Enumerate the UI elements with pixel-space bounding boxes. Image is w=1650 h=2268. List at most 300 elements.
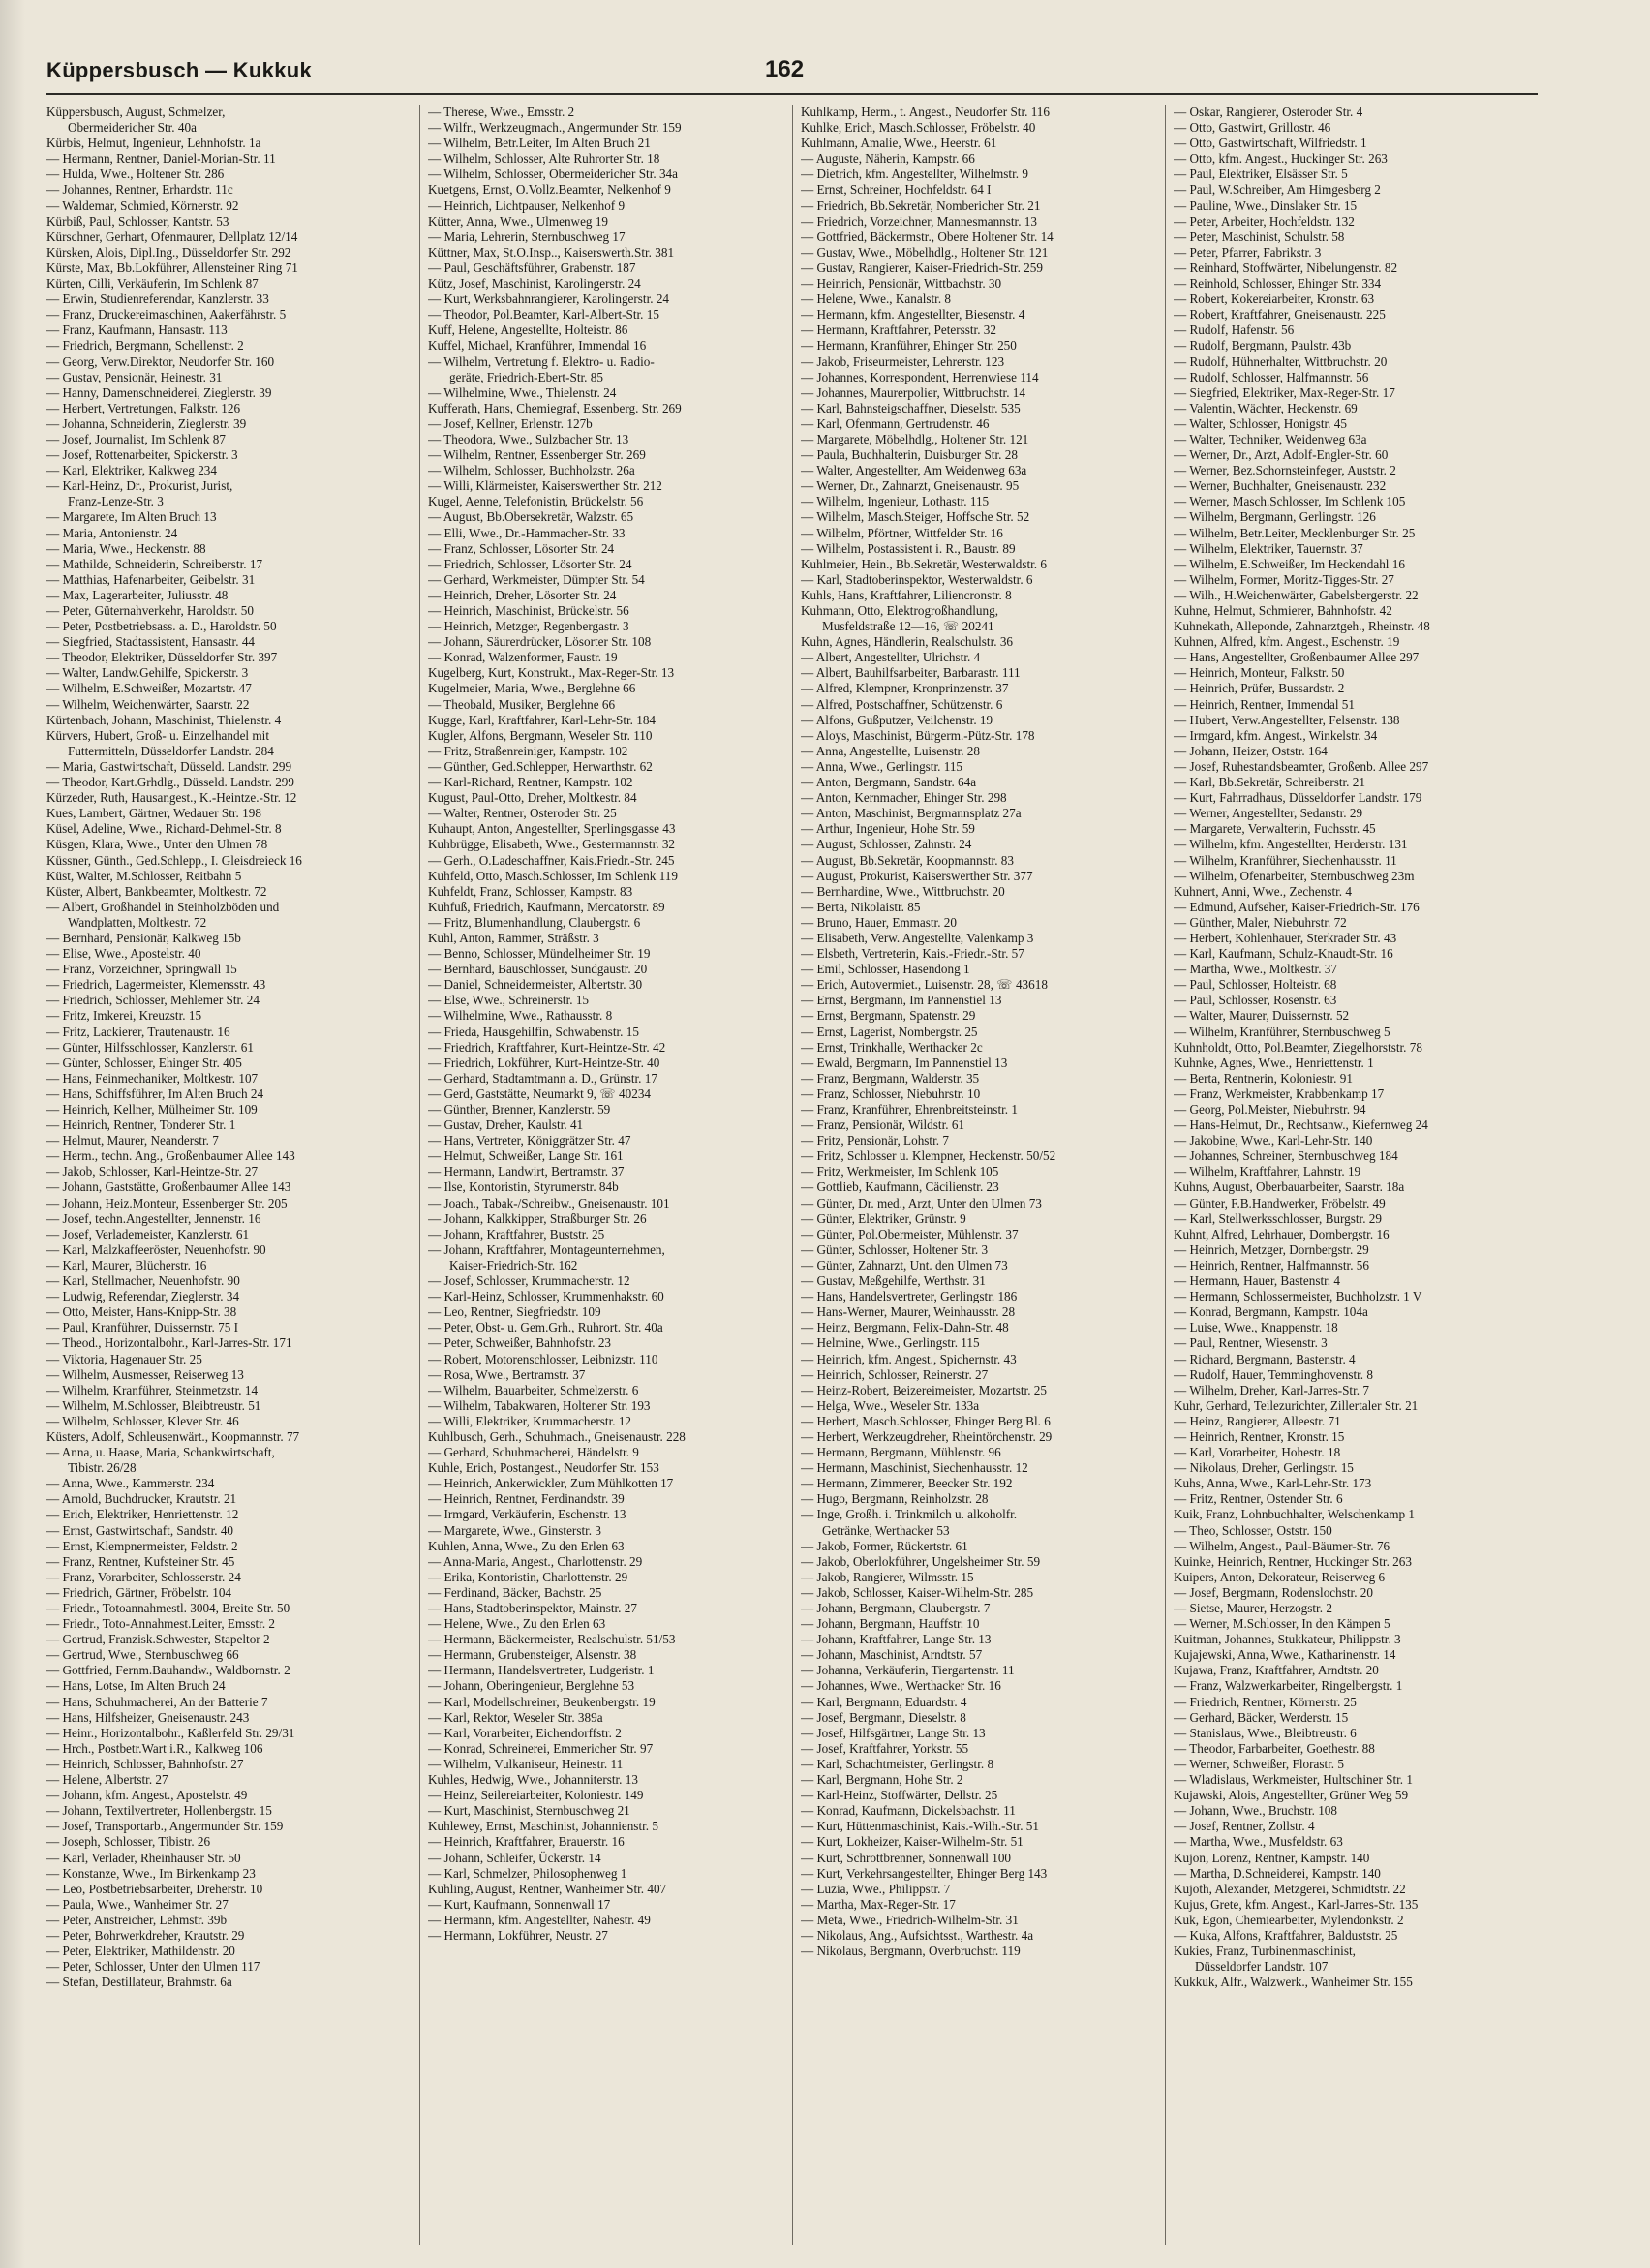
directory-entry: — Herbert, Kohlenhauer, Sterkrader Str. 43 <box>1174 930 1397 945</box>
column-4 <box>1165 105 1538 2245</box>
directory-entry: — Else, Wwe., Schreinerstr. 15 <box>428 993 590 1008</box>
directory-entry: — Karl-Heinz, Stoffwärter, Dellstr. 25 <box>801 1788 998 1803</box>
directory-entry: — Erwin, Studienreferendar, Kanzlerstr. 33 <box>46 291 269 307</box>
directory-entry: — Peter, Bohrwerkdreher, Krautstr. 29 <box>46 1927 245 1943</box>
directory-entry: Kütter, Anna, Wwe., Ulmenweg 19 <box>428 213 609 229</box>
directory-entry: — Maria, Wwe., Heckenstr. 88 <box>46 540 206 556</box>
directory-entry: — Reinhold, Schlosser, Ehinger Str. 334 <box>1174 276 1382 291</box>
directory-entry: — Johannes, Rentner, Erhardstr. 11c <box>46 182 233 198</box>
directory-entry: — Walter, Schlosser, Honigstr. 45 <box>1174 415 1347 431</box>
directory-entry: — Franz, Schlosser, Lösorter Str. 24 <box>428 540 615 556</box>
directory-entry: — Werner, Bez.Schornsteinfeger, Auststr. 2 <box>1174 463 1396 478</box>
directory-entry: — Bruno, Hauer, Emmastr. 20 <box>801 914 957 930</box>
directory-entry: — Franz, Pensionär, Wildstr. 61 <box>801 1118 965 1133</box>
directory-entry: — Wilhelm, Ingenieur, Lothastr. 115 <box>801 494 990 509</box>
directory-entry: — Willi, Elektriker, Krummacherstr. 12 <box>428 1413 632 1428</box>
directory-entry: — Hermann, Lokführer, Neustr. 27 <box>428 1927 608 1943</box>
directory-entry: Kugler, Alfons, Bergmann, Weseler Str. 110 <box>428 727 653 743</box>
directory-entry: — Heinz, Seilereiarbeiter, Koloniestr. 149 <box>428 1788 644 1803</box>
directory-entry: — Ferdinand, Bäcker, Bachstr. 25 <box>428 1584 602 1600</box>
directory-entry: — Peter, Arbeiter, Hochfeldstr. 132 <box>1174 213 1355 229</box>
directory-entry: — Johanna, Verkäuferin, Tiergartenstr. 11 <box>801 1663 1015 1678</box>
directory-entry: Kuhbrügge, Elisabeth, Wwe., Gestermannstr. 32 <box>428 837 676 852</box>
directory-entry: — Johanna, Schneiderin, Zieglerstr. 39 <box>46 415 247 431</box>
directory-entry: — Leo, Postbetriebsarbeiter, Dreherstr. 10 <box>46 1881 263 1896</box>
directory-entry: Kuhfeldt, Franz, Schlosser, Kampstr. 83 <box>428 883 633 899</box>
directory-entry: — Heinrich, Metzger, Regenbergastr. 3 <box>428 619 629 634</box>
directory-entry: — Franz, Druckereimaschinen, Aakerfährstr. 5 <box>46 307 287 322</box>
directory-entry: — Johann, Kraftfahrer, Buststr. 25 <box>428 1226 605 1241</box>
directory-entry: — Edmund, Aufseher, Kaiser-Friedrich-Str. 176 <box>1174 899 1420 914</box>
directory-entry: — Richard, Bergmann, Bastenstr. 4 <box>1174 1351 1356 1366</box>
directory-entry: — Hermann, Kraftfahrer, Petersstr. 32 <box>801 322 996 338</box>
directory-entry: — Alfred, Klempner, Kronprinzenstr. 37 <box>801 681 1009 696</box>
directory-entry: — Helene, Wwe., Kanalstr. 8 <box>801 291 952 307</box>
directory-entry: — Gertrud, Franzisk.Schwester, Stapeltor 2 <box>46 1632 270 1647</box>
directory-entry: — Franz, Kranführer, Ehrenbreitsteinstr. 1 <box>801 1102 1018 1117</box>
directory-entry: — Wilhelm, Masch.Steiger, Hoffsche Str. 52 <box>801 509 1030 525</box>
directory-entry: — Peter, Anstreicher, Lehmstr. 39b <box>46 1912 228 1927</box>
directory-entry: — Herbert, Vertretungen, Falkstr. 126 <box>46 400 241 415</box>
directory-entry: — Alfred, Postschaffner, Schützenstr. 6 <box>801 696 1003 712</box>
directory-entry: — Karl, Malzkaffeeröster, Neuenhofstr. 90 <box>46 1241 266 1257</box>
directory-entry: — Ernst, Gastwirtschaft, Sandstr. 40 <box>46 1522 234 1538</box>
directory-entry: — Hermann, Handelsvertreter, Ludgeristr. 1 <box>428 1663 655 1678</box>
directory-entry: — Margarete, Im Alten Bruch 13 <box>46 509 217 525</box>
directory-entry: — Anton, Bergmann, Sandstr. 64a <box>801 775 977 790</box>
directory-entry: — Wilhelm, Weichenwärter, Saarstr. 22 <box>46 696 250 712</box>
directory-entry: Kues, Lambert, Gärtner, Wedauer Str. 198 <box>46 806 261 821</box>
directory-entry: Kürste, Max, Bb.Lokführer, Allensteiner Ring 71 <box>46 260 298 275</box>
directory-entry: — Gerhard, Stadtamtmann a. D., Grünstr. 17 <box>428 1070 657 1086</box>
directory-entry: Kuhlke, Erich, Masch.Schlosser, Fröbelstr. 40 <box>801 120 1036 136</box>
directory-entry: — Helga, Wwe., Weseler Str. 133a <box>801 1397 980 1413</box>
directory-entry: — Maria, Antonienstr. 24 <box>46 525 178 540</box>
directory-entry: — Helmut, Maurer, Neanderstr. 7 <box>46 1133 219 1149</box>
directory-entry: Kujus, Grete, kfm. Angest., Karl-Jarres-Str. 135 <box>1174 1896 1419 1912</box>
directory-entry: — Heinrich, Rentner, Tonderer Str. 1 <box>46 1118 236 1133</box>
directory-entry: — Theodora, Wwe., Sulzbacher Str. 13 <box>428 431 629 446</box>
directory-entry: — Heinrich, Rentner, Kronstr. 15 <box>1174 1428 1345 1444</box>
directory-entry: — Theod., Horizontalbohr., Karl-Jarres-Str. 171 <box>46 1335 292 1351</box>
directory-entry: — Herbert, Masch.Schlosser, Ehinger Berg Bl. 6 <box>801 1413 1051 1428</box>
directory-entry: — Günter, Pol.Obermeister, Mühlenstr. 37 <box>801 1226 1019 1241</box>
directory-entry: — Wilhelm, Pförtner, Wittfelder Str. 16 <box>801 525 1003 540</box>
directory-entry: — Wilhelm, M.Schlosser, Bleibtreustr. 51 <box>46 1397 261 1413</box>
directory-entry: Kürbis, Helmut, Ingenieur, Lehnhofstr. 1a <box>46 136 261 151</box>
directory-entry: — Johannes, Korrespondent, Herrenwiese 114 <box>801 369 1039 384</box>
directory-entry: — Viktoria, Hagenauer Str. 25 <box>46 1351 202 1366</box>
directory-entry: — Karl, Bergmann, Eduardstr. 4 <box>801 1694 967 1709</box>
directory-entry: — Karl, Stellwerksschlosser, Burgstr. 29 <box>1174 1211 1382 1226</box>
directory-entry: — Fritz, Schlosser u. Klempner, Heckenstr. 50/52 <box>801 1149 1056 1164</box>
directory-entry: — Elisabeth, Verw. Angestellte, Valenkamp 3 <box>801 930 1034 945</box>
column-1 <box>46 105 419 2245</box>
directory-entry: — Luzia, Wwe., Philippstr. 7 <box>801 1881 951 1896</box>
directory-entry: — Friedr., Totoannahmestl. 3004, Breite Str. 50 <box>46 1601 290 1615</box>
directory-entry: Getränke, Werthacker 53 <box>822 1522 950 1538</box>
directory-entry: — Jakob, Former, Rückertstr. 61 <box>801 1538 968 1553</box>
directory-entry: — Maria, Lehrerin, Sternbuschweg 17 <box>428 229 626 244</box>
directory-entry: — Paula, Wwe., Wanheimer Str. 27 <box>46 1896 229 1912</box>
directory-entry: — Friedr., Toto-Annahmest.Leiter, Emsstr. 2 <box>46 1616 276 1632</box>
directory-entry: — Alfons, Gußputzer, Veilchenstr. 19 <box>801 712 993 727</box>
directory-entry: — Hans, Stadtoberinspektor, Mainstr. 27 <box>428 1601 637 1615</box>
directory-entry: — Rudolf, Hafenstr. 56 <box>1174 322 1295 338</box>
directory-entry: — Heinz, Rangierer, Alleestr. 71 <box>1174 1413 1341 1428</box>
directory-entry: — Fritz, Blumenhandlung, Claubergstr. 6 <box>428 914 641 930</box>
directory-entry: — Johann, Wwe., Bruchstr. 108 <box>1174 1803 1337 1819</box>
directory-entry: — Peter, Schlosser, Unter den Ulmen 117 <box>46 1959 260 1975</box>
directory-entry: — Wilhelm, Tabakwaren, Holtener Str. 193 <box>428 1397 651 1413</box>
directory-entry: — Friedrich, Kraftfahrer, Kurt-Heintze-Str. 42 <box>428 1039 666 1055</box>
directory-entry: — Hermann, Hauer, Bastenstr. 4 <box>1174 1273 1340 1289</box>
directory-entry: — Werner, Schweißer, Florastr. 5 <box>1174 1756 1344 1771</box>
directory-entry: Kuhr, Gerhard, Teilezurichter, Zillertaler Str. 21 <box>1174 1397 1419 1413</box>
directory-entry: — Karl, Elektriker, Kalkweg 234 <box>46 463 217 478</box>
directory-entry: — Theodor, Kart.Grhdlg., Düsseld. Landstr. 299 <box>46 775 294 790</box>
directory-entry: — Josef, Hilfsgärtner, Lange Str. 13 <box>801 1725 986 1740</box>
directory-entry: Kuhn, Agnes, Händlerin, Realschulstr. 36 <box>801 634 1014 650</box>
directory-entry: — Franz, Bergmann, Walderstr. 35 <box>801 1070 980 1086</box>
directory-entry: Kuhlmeier, Hein., Bb.Sekretär, Westerwaldstr. 6 <box>801 556 1047 571</box>
directory-entry: — Günter, F.B.Handwerker, Fröbelstr. 49 <box>1174 1195 1386 1211</box>
directory-entry: — Peter, Schweißer, Bahnhofstr. 23 <box>428 1335 612 1351</box>
directory-entry: — Peter, Maschinist, Schulstr. 58 <box>1174 229 1345 244</box>
directory-entry: — Wilhelm, Kranführer, Sternbuschweg 5 <box>1174 1024 1390 1039</box>
directory-entry: Kukkuk, Alfr., Walzwerk., Wanheimer Str. 155 <box>1174 1975 1413 1990</box>
directory-entry: — Elise, Wwe., Apostelstr. 40 <box>46 946 201 962</box>
directory-entry: — Gustav, Wwe., Möbelhdlg., Holtener Str. 121 <box>801 244 1049 260</box>
directory-entry: — Wilhelm, Ofenarbeiter, Sternbuschweg 23m <box>1174 868 1415 883</box>
directory-entry: — Jakob, Friseurmeister, Lehrerstr. 123 <box>801 353 1005 369</box>
directory-entry: — Sietse, Maurer, Herzogstr. 2 <box>1174 1601 1332 1615</box>
directory-entry: — Heinrich, Rentner, Halfmannstr. 56 <box>1174 1257 1369 1272</box>
directory-entry: — Kurt, Schrottbrenner, Sonnenwall 100 <box>801 1850 1012 1865</box>
directory-entry: — Elsbeth, Vertreterin, Kais.-Friedr.-Str. 57 <box>801 946 1024 962</box>
directory-entry: — Heinrich, Rentner, Ferdinandstr. 39 <box>428 1491 625 1507</box>
directory-entry: — Karl, Stellmacher, Neuenhofstr. 90 <box>46 1273 240 1289</box>
directory-entry: — Hans, Handelsvertreter, Gerlingstr. 186 <box>801 1289 1018 1304</box>
directory-entry: Kuhlen, Anna, Wwe., Zu den Erlen 63 <box>428 1538 625 1553</box>
directory-entry: — Kurt, Maschinist, Sternbuschweg 21 <box>428 1803 630 1819</box>
directory-entry: — Martha, Wwe., Moltkestr. 37 <box>1174 962 1337 977</box>
directory-entry: — Gerhard, Schuhmacherei, Händelstr. 9 <box>428 1445 639 1460</box>
directory-entry: — Otto, Gastwirt, Grillostr. 46 <box>1174 120 1331 136</box>
directory-entry: — Bernhard, Pensionär, Kalkweg 15b <box>46 930 241 945</box>
directory-entry: — Robert, Kokereiarbeiter, Kronstr. 63 <box>1174 291 1375 307</box>
directory-entry: — Josef, Journalist, Im Schlenk 87 <box>46 431 226 446</box>
directory-entry: Kuipers, Anton, Dekorateur, Reiserweg 6 <box>1174 1569 1386 1584</box>
directory-entry: — Aloys, Maschinist, Bürgerm.-Pütz-Str. 178 <box>801 727 1035 743</box>
directory-entry: — Otto, Gastwirtschaft, Wilfriedstr. 1 <box>1174 136 1367 151</box>
directory-entry: — Hermann, Bergmann, Mühlenstr. 96 <box>801 1445 1001 1460</box>
directory-entry: Kuhlewey, Ernst, Maschinist, Johannienstr. 5 <box>428 1819 658 1834</box>
directory-entry: — Heinrich, Prüfer, Bussardstr. 2 <box>1174 681 1345 696</box>
directory-entry: — Johann, Säurerdrücker, Lösorter Str. 108 <box>428 634 652 650</box>
directory-entry: — Heinrich, Schlosser, Bahnhofstr. 27 <box>46 1756 244 1771</box>
directory-entry: Kujoth, Alexander, Metzgerei, Schmidtstr. 22 <box>1174 1881 1406 1896</box>
directory-entry: — Johann, Oberingenieur, Berglehne 53 <box>428 1678 635 1694</box>
directory-entry: — Karl, Stadtoberinspektor, Westerwaldstr. 6 <box>801 571 1033 587</box>
directory-entry: — Konrad, Schreinerei, Emmericher Str. 97 <box>428 1740 654 1756</box>
directory-entry: Kuinke, Heinrich, Rentner, Huckinger Str. 263 <box>1174 1553 1412 1569</box>
directory-entry: — Karl-Heinz, Schlosser, Krummenhakstr. 60 <box>428 1289 664 1304</box>
directory-entry: — Friedrich, Bb.Sekretär, Nombericher Str. 21 <box>801 198 1041 213</box>
directory-entry: — Werner, Buchhalter, Gneisenaustr. 232 <box>1174 478 1387 494</box>
directory-entry: — Helene, Wwe., Zu den Erlen 63 <box>428 1616 606 1632</box>
directory-entry: — Martha, Max-Reger-Str. 17 <box>801 1896 956 1912</box>
directory-entry: — Heinrich, Metzger, Dornbergstr. 29 <box>1174 1241 1369 1257</box>
directory-entry: — Nikolaus, Bergmann, Overbruchstr. 119 <box>801 1944 1021 1959</box>
directory-entry: — Heinrich, Dreher, Lösorter Str. 24 <box>428 587 617 602</box>
directory-entry: — Georg, Pol.Meister, Niebuhrstr. 94 <box>1174 1102 1366 1117</box>
directory-entry: — Karl, Schmelzer, Philosophenweg 1 <box>428 1865 627 1881</box>
directory-entry: — Siegfried, Stadtassistent, Hansastr. 44 <box>46 634 256 650</box>
directory-entry: — Wilhelm, Schlosser, Buchholzstr. 26a <box>428 463 635 478</box>
directory-entry: Kugge, Karl, Kraftfahrer, Karl-Lehr-Str. 184 <box>428 712 657 727</box>
directory-entry: Kujawa, Franz, Kraftfahrer, Arndtstr. 20 <box>1174 1663 1379 1678</box>
directory-entry: — Franz, Walzwerkarbeiter, Ringelbergstr. 1 <box>1174 1678 1403 1694</box>
directory-entry: — Franz, Kaufmann, Hansastr. 113 <box>46 322 228 338</box>
directory-entry: — Wilhelm, Betr.Leiter, Mecklenburger Str. 25 <box>1174 525 1416 540</box>
directory-entry: — Paul, Kranführer, Duissernstr. 75 I <box>46 1320 238 1335</box>
directory-entry: — Wilhelm, Ausmesser, Reiserweg 13 <box>46 1366 244 1382</box>
directory-entry: Küst, Walter, M.Schlosser, Reitbahn 5 <box>46 868 242 883</box>
directory-entry: — Gustav, Rangierer, Kaiser-Friedrich-Str. 259 <box>801 260 1043 275</box>
directory-entry: — Wilhelm, Rentner, Essenberger Str. 269 <box>428 447 646 463</box>
directory-entry: — Bernhardine, Wwe., Wittbruchstr. 20 <box>801 883 1005 899</box>
directory-entry: Kürvers, Hubert, Groß- u. Einzelhandel mit <box>46 727 269 743</box>
directory-entry: Kujon, Lorenz, Rentner, Kampstr. 140 <box>1174 1850 1370 1865</box>
directory-entry: — Karl, Rektor, Weseler Str. 389a <box>428 1709 603 1725</box>
directory-entry: — Kurt, Werksbahnrangierer, Karolingerstr. 24 <box>428 291 670 307</box>
directory-entry: — Robert, Motorenschlosser, Leibnizstr. 110 <box>428 1351 658 1366</box>
directory-entry: Kürschner, Gerhart, Ofenmaurer, Dellplatz 12/14 <box>46 229 298 244</box>
directory-entry: — Peter, Elektriker, Mathildenstr. 20 <box>46 1944 235 1959</box>
page-header <box>46 54 1538 95</box>
directory-entry: — Josef, techn.Angestellter, Jennenstr. 16 <box>46 1211 261 1226</box>
directory-entry: — Theodor, Elektriker, Düsseldorfer Str. 397 <box>46 650 278 665</box>
directory-entry: — Gerhard, Bäcker, Werderstr. 15 <box>1174 1709 1349 1725</box>
directory-entry: Kukies, Franz, Turbinenmaschinist, <box>1174 1944 1356 1959</box>
directory-entry: — Kurt, Hüttenmaschinist, Kais.-Wilh.-Str. 51 <box>801 1819 1039 1834</box>
directory-entry: — Hermann, Zimmerer, Beecker Str. 192 <box>801 1476 1013 1491</box>
directory-entry: Kufferath, Hans, Chemiegraf, Essenberg. Str. 269 <box>428 400 682 415</box>
directory-entry: — Ernst, Lagerist, Nombergstr. 25 <box>801 1024 978 1039</box>
directory-entry: — Fritz, Imkerei, Kreuzstr. 15 <box>46 1008 202 1024</box>
directory-entry: — Kurt, Kaufmann, Sonnenwall 17 <box>428 1896 611 1912</box>
directory-entry: — Wilhelm, Betr.Leiter, Im Alten Bruch 21 <box>428 136 651 151</box>
directory-entry: — Josef, Kellner, Erlenstr. 127b <box>428 415 593 431</box>
directory-entry: — Wilhelm, Vertretung f. Elektro- u. Radio- <box>428 353 655 369</box>
directory-entry: Kürbiß, Paul, Schlosser, Kantstr. 53 <box>46 213 229 229</box>
directory-entry: — Hans, Vertreter, Königgrätzer Str. 47 <box>428 1133 631 1149</box>
directory-entry: — Günther, Maler, Niebuhrstr. 72 <box>1174 914 1347 930</box>
directory-entry: Kuhl, Anton, Rammer, Sträßstr. 3 <box>428 930 599 945</box>
directory-entry: — Wilhelm, Angest., Paul-Bäumer-Str. 76 <box>1174 1538 1390 1553</box>
directory-entry: Kuhfuß, Friedrich, Kaufmann, Mercatorstr. 89 <box>428 899 665 914</box>
directory-entry: — Ernst, Bergmann, Spatenstr. 29 <box>801 1008 976 1024</box>
directory-entry: — Peter, Postbetriebsass. a. D., Haroldstr. 50 <box>46 619 277 634</box>
directory-entry: — Theo, Schlosser, Oststr. 150 <box>1174 1522 1332 1538</box>
directory-entry: — Josef, Ruhestandsbeamter, Großenb. Allee 297 <box>1174 758 1429 774</box>
directory-entry: — Günter, Dr. med., Arzt, Unter den Ulmen 73 <box>801 1195 1042 1211</box>
directory-entry: — Erich, Autovermiet., Luisenstr. 28, ☏ 43618 <box>801 977 1048 993</box>
directory-entry: — Karl, Bb.Sekretär, Schreiberstr. 21 <box>1174 775 1365 790</box>
directory-entry: Kuk, Egon, Chemiearbeiter, Mylendonkstr. 2 <box>1174 1912 1404 1927</box>
directory-entry: geräte, Friedrich-Ebert-Str. 85 <box>449 369 603 384</box>
directory-entry: — August, Bb.Sekretär, Koopmannstr. 83 <box>801 852 1014 868</box>
directory-entry: — Werner, Angestellter, Sedanstr. 29 <box>1174 806 1363 821</box>
directory-entry: Düsseldorfer Landstr. 107 <box>1195 1959 1329 1975</box>
directory-entry: — Martha, D.Schneiderei, Kampstr. 140 <box>1174 1865 1381 1881</box>
directory-entry: — Dietrich, kfm. Angestellter, Wilhelmstr. 9 <box>801 167 1028 182</box>
name-range-heading: Küppersbusch — Kukkuk <box>46 58 313 82</box>
directory-entry: Kuhls, Hans, Kraftfahrer, Liliencronstr. 8 <box>801 587 1012 602</box>
directory-entry: — Heinrich, Kellner, Mülheimer Str. 109 <box>46 1102 258 1117</box>
directory-entry: — Johannes, Wwe., Werthacker Str. 16 <box>801 1678 1001 1694</box>
directory-entry: — Gustav, Pensionär, Heinestr. 31 <box>46 369 223 384</box>
directory-entry: — Konrad, Bergmann, Kampstr. 104a <box>1174 1304 1368 1320</box>
directory-entry: — Jakob, Oberlokführer, Ungelsheimer Str. 59 <box>801 1553 1041 1569</box>
directory-entry: — Günter, Schlosser, Holtener Str. 3 <box>801 1241 989 1257</box>
directory-entry: — Gerhard, Werkmeister, Dümpter Str. 54 <box>428 571 645 587</box>
directory-entry: — Albert, Bauhilfsarbeiter, Barbarastr. 111 <box>801 665 1021 681</box>
directory-entry: — Kurt, Verkehrsangestellter, Ehinger Berg 143 <box>801 1865 1048 1881</box>
directory-entry: — Johannes, Maurerpolier, Wittbruchstr. 14 <box>801 384 1025 400</box>
directory-entry: — Wilhelm, Schlosser, Obermeidericher Str. 34a <box>428 167 678 182</box>
directory-entry: — Peter, Pfarrer, Fabrikstr. 3 <box>1174 244 1322 260</box>
directory-entry: — Benno, Schlosser, Mündelheimer Str. 19 <box>428 946 651 962</box>
directory-entry: — Nikolaus, Dreher, Gerlingstr. 15 <box>1174 1460 1354 1476</box>
directory-entry: — Konrad, Walzenformer, Faustr. 19 <box>428 650 618 665</box>
directory-entry: Kuetgens, Ernst, O.Vollz.Beamter, Nelkenhof 9 <box>428 182 671 198</box>
directory-entry: — Daniel, Schneidermeister, Albertstr. 30 <box>428 977 643 993</box>
directory-entry: — Paul, Schlosser, Rosenstr. 63 <box>1174 993 1337 1008</box>
directory-entry: — Jakob, Schlosser, Karl-Heintze-Str. 27 <box>46 1164 259 1180</box>
directory-entry: — Inge, Großh. i. Trinkmilch u. alkoholfr. <box>801 1507 1018 1522</box>
directory-entry: Kuhaupt, Anton, Angestellter, Sperlingsgasse 43 <box>428 821 676 837</box>
directory-entry: — Konrad, Kaufmann, Dickelsbachstr. 11 <box>801 1803 1016 1819</box>
directory-entry: — Robert, Kraftfahrer, Gneisenaustr. 225 <box>1174 307 1386 322</box>
directory-entry: — Karl, Maurer, Blücherstr. 16 <box>46 1257 207 1272</box>
directory-entry: — Wilhelmine, Wwe., Thielenstr. 24 <box>428 384 617 400</box>
directory-entry: — Kuka, Alfons, Kraftfahrer, Balduststr. 25 <box>1174 1927 1398 1943</box>
directory-entry: Kaiser-Friedrich-Str. 162 <box>449 1257 578 1272</box>
directory-entry: — Hugo, Bergmann, Reinholzstr. 28 <box>801 1491 989 1507</box>
directory-entry: — Johann, Gaststätte, Großenbaumer Allee 143 <box>46 1180 291 1195</box>
directory-entry: — Wilhelm, E.Schweißer, Im Heckendahl 16 <box>1174 556 1405 571</box>
directory-entry: — Rosa, Wwe., Bertramstr. 37 <box>428 1366 586 1382</box>
directory-entry: — Karl, Schachtmeister, Gerlingstr. 8 <box>801 1756 994 1771</box>
directory-entry: — Karl, Bergmann, Hohe Str. 2 <box>801 1772 963 1788</box>
directory-entry: — Gottlieb, Kaufmann, Cäcilienstr. 23 <box>801 1180 999 1195</box>
directory-entry: — Otto, kfm. Angest., Huckinger Str. 263 <box>1174 151 1388 167</box>
directory-entry: — Erich, Elektriker, Henriettenstr. 12 <box>46 1507 239 1522</box>
directory-entry: — Anna, Wwe., Kammerstr. 234 <box>46 1476 215 1491</box>
directory-entry: — Anna, Angestellte, Luisenstr. 28 <box>801 743 980 758</box>
directory-entry: — Wilhelm, Postassistent i. R., Baustr. 89 <box>801 540 1016 556</box>
directory-entry: — Hans, Lotse, Im Alten Bruch 24 <box>46 1678 226 1694</box>
directory-entry: — Theodor, Pol.Beamter, Karl-Albert-Str. 15 <box>428 307 659 322</box>
directory-entry: Kuitman, Johannes, Stukkateur, Philippstr. 3 <box>1174 1632 1401 1647</box>
directory-entry: — Heinrich, Kraftfahrer, Brauerstr. 16 <box>428 1834 625 1850</box>
directory-entry: — Siegfried, Elektriker, Max-Reger-Str. 17 <box>1174 384 1395 400</box>
directory-entry: — Anna, u. Haase, Maria, Schankwirtschaft, <box>46 1445 275 1460</box>
directory-entry: — Oskar, Rangierer, Osteroder Str. 4 <box>1174 105 1363 119</box>
directory-entry: — Josef, Kraftfahrer, Yorkstr. 55 <box>801 1740 969 1756</box>
directory-entry: — August, Bb.Obersekretär, Walzstr. 65 <box>428 509 634 525</box>
directory-entry: — Valentin, Wächter, Heckenstr. 69 <box>1174 400 1358 415</box>
directory-entry: — Frieda, Hausgehilfin, Schwabenstr. 15 <box>428 1024 639 1039</box>
directory-entry: — Werner, Masch.Schlosser, Im Schlenk 105 <box>1174 494 1406 509</box>
directory-entry: — Emil, Schlosser, Hasendong 1 <box>801 962 970 977</box>
directory-entry: — Wilhelm, Kraftfahrer, Lahnstr. 19 <box>1174 1164 1361 1180</box>
directory-entry: — Paul, Rentner, Wiesenstr. 3 <box>1174 1335 1328 1351</box>
directory-entry: Kuik, Franz, Lohnbuchhalter, Welschenkamp 1 <box>1174 1507 1416 1522</box>
directory-entry: Küsters, Adolf, Schleusenwärt., Koopmannstr. 77 <box>46 1428 300 1444</box>
directory-entry: Kuhnt, Alfred, Lehrhauer, Dornbergstr. 16 <box>1174 1226 1390 1241</box>
directory-entry: Küster, Albert, Bankbeamter, Moltkestr. 72 <box>46 883 267 899</box>
directory-entry: Kuhling, August, Rentner, Wanheimer Str. 407 <box>428 1881 667 1896</box>
directory-entry: — Paul, Geschäftsführer, Grabenstr. 187 <box>428 260 636 275</box>
directory-entry: — Gottfried, Bäckermstr., Obere Holtener Str. 14 <box>801 229 1054 244</box>
directory-entry: — Stefan, Destillateur, Brahmstr. 6a <box>46 1975 232 1990</box>
directory-entry: — Otto, Meister, Hans-Knipp-Str. 38 <box>46 1304 237 1320</box>
directory-entry: — Leo, Rentner, Siegfriedstr. 109 <box>428 1304 601 1320</box>
directory-entry: — Jakobine, Wwe., Karl-Lehr-Str. 140 <box>1174 1133 1373 1149</box>
column-2 <box>419 105 792 2245</box>
directory-entry: — Bernhard, Bauschlosser, Sundgaustr. 20 <box>428 962 648 977</box>
directory-entry: Kuff, Helene, Angestellte, Holteistr. 86 <box>428 322 628 338</box>
directory-entry: — Herm., techn. Ang., Großenbaumer Allee 143 <box>46 1149 295 1164</box>
directory-entry: — Ernst, Klempnermeister, Feldstr. 2 <box>46 1538 238 1553</box>
directory-entry: — Pauline, Wwe., Dinslaker Str. 15 <box>1174 198 1358 213</box>
directory-entry: — Helene, Albertstr. 27 <box>46 1772 168 1788</box>
directory-entry: — Rudolf, Schlosser, Halfmannstr. 56 <box>1174 369 1369 384</box>
directory-entry: Kugelberg, Kurt, Konstrukt., Max-Reger-Str. 13 <box>428 665 675 681</box>
directory-entry: — Friedrich, Rentner, Körnerstr. 25 <box>1174 1694 1357 1709</box>
directory-entry: — Hanny, Damenschneiderei, Zieglerstr. 39 <box>46 384 272 400</box>
directory-entry: — Karl-Heinz, Dr., Prokurist, Jurist, <box>46 478 233 494</box>
directory-entry: — Walter, Landw.Gehilfe, Spickerstr. 3 <box>46 665 249 681</box>
directory-entry: — Arnold, Buchdrucker, Krautstr. 21 <box>46 1491 237 1507</box>
directory-entry: — Auguste, Näherin, Kampstr. 66 <box>801 151 975 167</box>
directory-entry: — Jakob, Rangierer, Wilmsstr. 15 <box>801 1569 974 1584</box>
directory-entry: — Gustav, Meßgehilfe, Werthstr. 31 <box>801 1273 986 1289</box>
directory-entry: — Franz, Vorzeichner, Springwall 15 <box>46 962 237 977</box>
directory-entry: — Hrch., Postbetr.Wart i.R., Kalkweg 106 <box>46 1740 263 1756</box>
directory-entry: — Günter, Elektriker, Grünstr. 9 <box>801 1211 966 1226</box>
directory-entry: — Therese, Wwe., Emsstr. 2 <box>428 105 575 119</box>
directory-entry: — Nikolaus, Ang., Aufsichtsst., Warthestr. 4a <box>801 1927 1034 1943</box>
directory-entry: — Hubert, Verw.Angestellter, Felsenstr. 138 <box>1174 712 1400 727</box>
directory-entry: — Meta, Wwe., Friedrich-Wilhelm-Str. 31 <box>801 1912 1019 1927</box>
directory-entry: Kugel, Aenne, Telefonistin, Brückelstr. 56 <box>428 494 644 509</box>
directory-entry: — Albert, Großhandel in Steinholzböden und <box>46 899 280 914</box>
directory-entry: — Johann, Kalkkipper, Straßburger Str. 26 <box>428 1211 647 1226</box>
directory-entry: — Wladislaus, Werkmeister, Hultschiner Str. 1 <box>1174 1772 1413 1788</box>
directory-entry: — Anton, Kernmacher, Ehinger Str. 298 <box>801 790 1007 806</box>
directory-entry: — Heinrich, Maschinist, Brückelstr. 56 <box>428 603 629 618</box>
directory-entry: — Josef, Transportarb., Angermunder Str. 159 <box>46 1819 284 1834</box>
directory-entry: — Hermann, Schlossermeister, Buchholzstr. 1 V <box>1174 1289 1422 1304</box>
directory-entry: — Hermann, Rentner, Daniel-Morian-Str. 11 <box>46 151 276 167</box>
directory-entry: — Johannes, Schreiner, Sternbuschweg 184 <box>1174 1149 1398 1164</box>
directory-entry: — Gertrud, Wwe., Sternbuschweg 66 <box>46 1647 239 1663</box>
directory-entry: — Günter, Hilfsschlosser, Kanzlerstr. 61 <box>46 1039 254 1055</box>
